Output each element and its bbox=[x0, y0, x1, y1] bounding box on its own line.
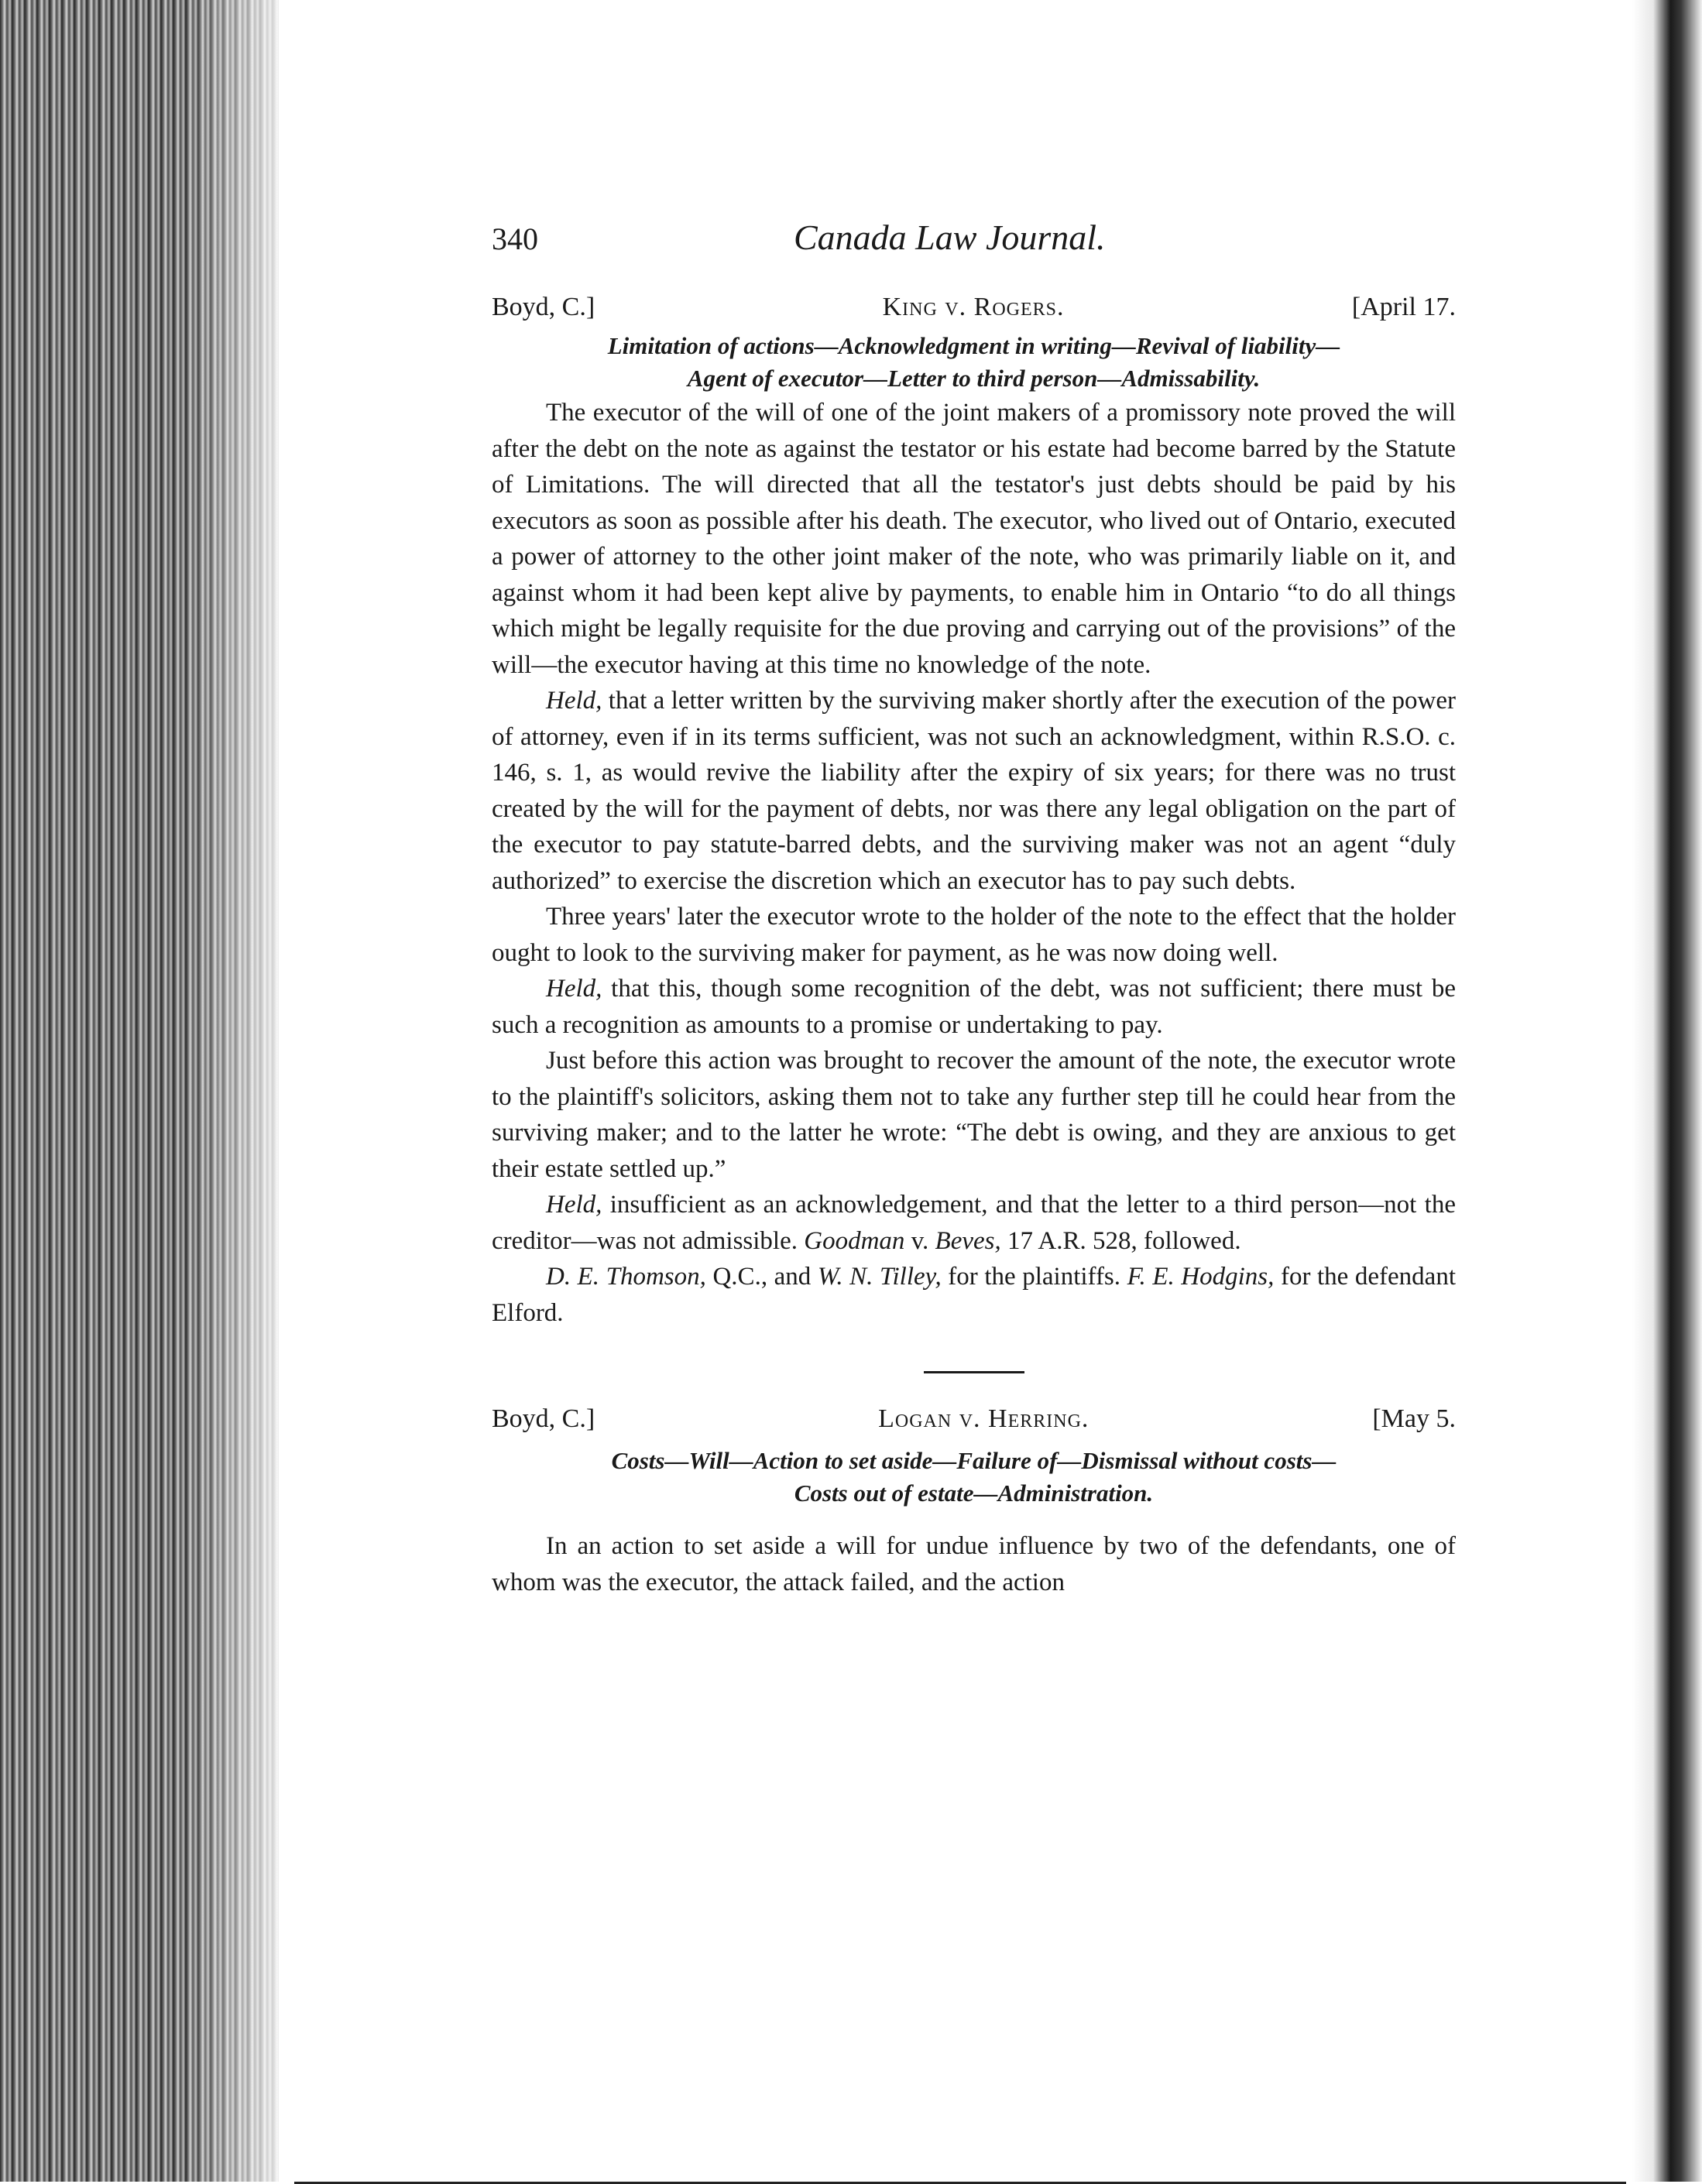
page-content bbox=[492, 217, 1456, 1600]
counsel-name: F. E. Hodgins, bbox=[1127, 1263, 1275, 1291]
case-citation: Goodman bbox=[804, 1226, 905, 1255]
paragraph: In an action to set aside a will for undue influence by two of the defendants, one of whom was the executor, the attack failed, and the action bbox=[492, 1532, 1456, 1596]
case-heading-logan-v-herring bbox=[492, 1404, 1456, 1434]
paragraph: The executor of the will of one of the joint makers of a promissory note proved the will after the debt on the note as against the testator or his estate had become barred by the Statute of Limitations. The will directed that all the testator's just debts should be paid by his executors as soon as possible after his death. The executor, who lived out of Ontario, executed a power of attorney to the other joint maker of the note, who was primarily liable on it, and against whom it had been kept alive by payments, to enable him in Ontario “to do all things which might be legally requisite for the due proving and carrying out of the provisions” of the will—the executor having at this time no knowledge of the note. bbox=[492, 399, 1456, 679]
paragraph bbox=[492, 971, 1456, 1043]
counsel-name: W. N. Tilley, bbox=[817, 1263, 942, 1291]
case-heading-king-v-rogers bbox=[492, 293, 1456, 322]
headnote-line: Limitation of actions—Acknowledgment in writing—Revival of liability— bbox=[607, 332, 1340, 359]
held-label: Held, bbox=[546, 975, 602, 1003]
paragraph: Just before this action was brought to recover the amount of the note, the executor wrote to the plaintiff's solicitors, asking them not to take any further step till he could hear from the surviving maker; and to the latter he wrote: “The debt is owing, and they are anxious to get their estate settled up.” bbox=[492, 1047, 1456, 1183]
case-judge: Boyd, C.] bbox=[492, 293, 595, 321]
case-citation: Beves, bbox=[935, 1226, 1001, 1255]
counsel-text: for the plaintiffs. bbox=[941, 1263, 1127, 1291]
counsel-name: D. E. Thomson, bbox=[546, 1263, 706, 1291]
counsel-text: for the defendant Elford. bbox=[492, 1263, 1456, 1327]
headnote-line: Costs out of estate—Administration. bbox=[794, 1479, 1154, 1507]
journal-title: Canada Law Journal. bbox=[794, 218, 1106, 257]
paragraph-text: that this, though some recognition of the debt, was not sufficient; there must be such a recognition as amounts to a promise or undertaking to pay. bbox=[492, 975, 1456, 1039]
held-label: Held, bbox=[546, 1191, 602, 1219]
citation-v: v. bbox=[904, 1226, 935, 1255]
counsel-paragraph bbox=[492, 1259, 1456, 1331]
case-date: [April 17. bbox=[1351, 293, 1456, 321]
case-title: King v. Rogers. bbox=[882, 293, 1065, 321]
counsel-text: Q.C., and bbox=[705, 1263, 818, 1291]
headnote-line: Costs—Will—Action to set aside—Failure of—Dismissal without costs— bbox=[611, 1447, 1337, 1474]
paragraph-text: insufficient as an acknowledgement, and that the letter to a third person—not the creditor—was not admissible. bbox=[492, 1191, 1456, 1255]
case-headnote bbox=[492, 1445, 1456, 1510]
paragraph bbox=[492, 1187, 1456, 1259]
page-edge bbox=[1632, 0, 1702, 2182]
case-judge: Boyd, C.] bbox=[492, 1404, 595, 1433]
paragraph-text: 17 A.R. 528, followed. bbox=[1000, 1226, 1241, 1255]
running-head bbox=[492, 217, 1456, 263]
paragraph-text: that a letter written by the surviving maker shortly after the execution of the power of attorney, even if in its terms sufficient, was not such an acknowledgment, within R.S.O. c. 146, s. 1, as would revive the liability after the expiry of six years; for there was no trust created by the will for the payment of debts, nor was there any legal obligation on the part of the executor to pay statute-barred debts, and the surviving maker was not an agent “duly authorized” to exercise the discretion which an executor has to pay such debts. bbox=[492, 687, 1456, 895]
journal-page bbox=[294, 0, 1626, 2184]
case-headnote bbox=[492, 330, 1456, 395]
section-divider bbox=[924, 1371, 1024, 1373]
case-title: Logan v. Herring. bbox=[878, 1404, 1089, 1433]
paragraph bbox=[492, 683, 1456, 899]
paragraph: Three years' later the executor wrote to the holder of the note to the effect that the holder ought to look to the surviving maker for payment, as he was now doing well. bbox=[492, 903, 1456, 967]
held-label: Held, bbox=[546, 687, 602, 715]
page-number: 340 bbox=[492, 221, 538, 256]
case-date: [May 5. bbox=[1372, 1404, 1456, 1433]
book-gutter bbox=[0, 0, 279, 2182]
headnote-line: Agent of executor—Letter to third person—Admissability. bbox=[687, 365, 1261, 392]
